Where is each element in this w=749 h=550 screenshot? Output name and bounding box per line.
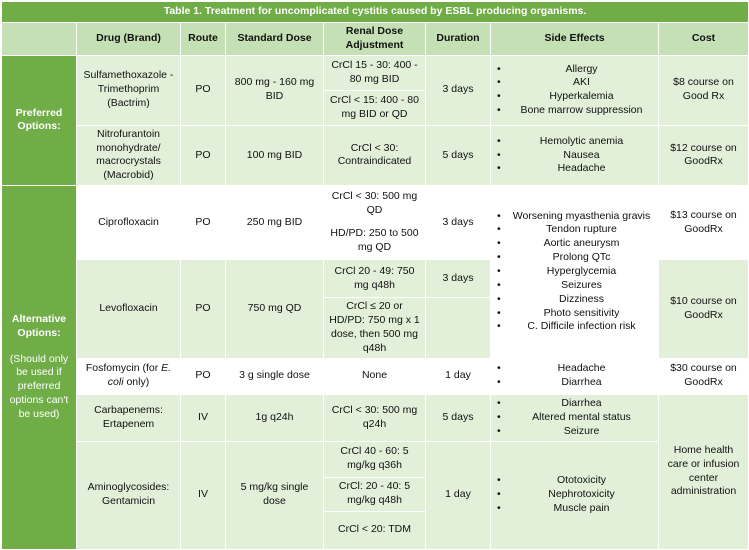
list-item: • Photo sensitivity bbox=[507, 307, 654, 321]
header-route: Route bbox=[181, 23, 226, 56]
duration-gentamicin: 1 day bbox=[426, 441, 491, 549]
renal-gentamicin-1: CrCl 40 - 60: 5 mg/kg q36h bbox=[324, 441, 426, 477]
list-item: • Prolong QTc bbox=[507, 251, 654, 265]
duration-bactrim: 3 days bbox=[426, 55, 491, 125]
duration-levofloxacin: 3 days bbox=[426, 260, 491, 298]
list-item: • Hemolytic anemia bbox=[507, 135, 654, 149]
dose-macrobid: 100 mg BID bbox=[226, 125, 324, 185]
treatment-table bbox=[1, 1, 749, 550]
route-ciprofloxacin: PO bbox=[181, 186, 226, 260]
duration-ciprofloxacin: 3 days bbox=[426, 186, 491, 260]
drug-gentamicin: Aminoglycosides: Gentamicin bbox=[77, 441, 181, 549]
list-item: • Headache bbox=[507, 162, 654, 176]
list-item: • Seizures bbox=[507, 279, 654, 293]
drug-macrobid: Nitrofurantoin monohydrate/ macrocrystals (Macrobid) bbox=[77, 125, 181, 185]
list-item: • Altered mental status bbox=[507, 411, 654, 425]
list-item: • Seizure bbox=[507, 425, 654, 439]
dose-gentamicin: 5 mg/kg single dose bbox=[226, 441, 324, 549]
list-item: • C. Difficile infection risk bbox=[507, 320, 654, 334]
dose-bactrim: 800 mg - 160 mg BID bbox=[226, 55, 324, 125]
list-item: • Bone marrow suppression bbox=[507, 104, 654, 118]
side-effects-fosfomycin bbox=[491, 358, 659, 394]
header-side-effects: Side Effects bbox=[491, 23, 659, 56]
list-item: • Muscle pain bbox=[507, 502, 654, 516]
dose-levofloxacin: 750 mg QD bbox=[226, 260, 324, 358]
cost-iv-administration: Home health care or infusion center administration bbox=[659, 394, 749, 549]
side-effects-ertapenem bbox=[491, 394, 659, 441]
renal-bactrim-1: CrCl 15 - 30: 400 - 80 mg BID bbox=[324, 55, 426, 90]
dose-fosfomycin: 3 g single dose bbox=[226, 358, 324, 394]
header-dose: Standard Dose bbox=[226, 23, 324, 56]
list-item: • Diarrhea bbox=[507, 376, 654, 390]
cost-levofloxacin: $10 course on GoodRx bbox=[659, 260, 749, 358]
list-item: • Hyperkalemia bbox=[507, 90, 654, 104]
header-empty bbox=[2, 23, 77, 56]
renal-bactrim-2: CrCl < 15: 400 - 80 mg BID or QD bbox=[324, 90, 426, 125]
renal-levofloxacin-1: CrCl 20 - 49: 750 mg q48h bbox=[324, 260, 426, 298]
route-ertapenem: IV bbox=[181, 394, 226, 441]
dose-ertapenem: 1g q24h bbox=[226, 394, 324, 441]
list-item: • Dizziness bbox=[507, 293, 654, 307]
header-duration: Duration bbox=[426, 23, 491, 56]
dose-ciprofloxacin: 250 mg BID bbox=[226, 186, 324, 260]
list-item: • Tendon rupture bbox=[507, 223, 654, 237]
duration-levofloxacin-blank bbox=[426, 298, 491, 358]
renal-ciprofloxacin-1: CrCl < 30: 500 mg QD bbox=[324, 186, 426, 222]
list-item: • Aortic aneurysm bbox=[507, 237, 654, 251]
list-item: • Ototoxicity bbox=[507, 474, 654, 488]
cost-fosfomycin: $30 course on GoodRx bbox=[659, 358, 749, 394]
duration-ertapenem: 5 days bbox=[426, 394, 491, 441]
alternative-label: Alternative Options: bbox=[11, 312, 67, 339]
list-item: • Nephrotoxicity bbox=[507, 488, 654, 502]
drug-bactrim: Sulfamethoxazole -Trimethoprim (Bactrim) bbox=[77, 55, 181, 125]
duration-macrobid: 5 days bbox=[426, 125, 491, 185]
renal-levofloxacin-2: CrCl ≤ 20 or HD/PD: 750 mg x 1 dose, then 500 mg q48h bbox=[324, 298, 426, 358]
renal-gentamicin-2: CrCl: 20 - 40: 5 mg/kg q48h bbox=[324, 477, 426, 511]
duration-fosfomycin: 1 day bbox=[426, 358, 491, 394]
group-alternative bbox=[2, 186, 77, 549]
renal-fosfomycin: None bbox=[324, 358, 426, 394]
group-preferred: Preferred Options: bbox=[2, 55, 77, 185]
side-effects-macrobid bbox=[491, 125, 659, 185]
side-effects-bactrim bbox=[491, 55, 659, 125]
side-effects-gentamicin bbox=[491, 441, 659, 549]
renal-macrobid: CrCl < 30: Contraindicated bbox=[324, 125, 426, 185]
list-item: • Allergy bbox=[507, 63, 654, 77]
header-drug: Drug (Brand) bbox=[77, 23, 181, 56]
cost-macrobid: $12 course on GoodRx bbox=[659, 125, 749, 185]
table-title: Table 1. Treatment for uncomplicated cystitis caused by ESBL producing organisms. bbox=[2, 2, 749, 23]
route-levofloxacin: PO bbox=[181, 260, 226, 358]
drug-levofloxacin: Levofloxacin bbox=[77, 260, 181, 358]
list-item: • Nausea bbox=[507, 149, 654, 163]
route-bactrim: PO bbox=[181, 55, 226, 125]
renal-ciprofloxacin-2: HD/PD: 250 to 500 mg QD bbox=[324, 222, 426, 260]
route-gentamicin: IV bbox=[181, 441, 226, 549]
list-item: • Headache bbox=[507, 362, 654, 376]
drug-fosfomycin: Fosfomycin (for E. coli only) bbox=[77, 358, 181, 394]
list-item: • Diarrhea bbox=[507, 397, 654, 411]
route-macrobid: PO bbox=[181, 125, 226, 185]
route-fosfomycin: PO bbox=[181, 358, 226, 394]
header-renal: Renal Dose Adjustment bbox=[324, 23, 426, 56]
cost-bactrim: $8 course on Good Rx bbox=[659, 55, 749, 125]
list-item: • Worsening myasthenia gravis bbox=[507, 210, 654, 224]
side-effects-fluoroquinolones bbox=[491, 186, 659, 358]
header-cost: Cost bbox=[659, 23, 749, 56]
renal-ertapenem: CrCl < 30: 500 mg q24h bbox=[324, 394, 426, 441]
renal-gentamicin-3: CrCl < 20: TDM bbox=[324, 511, 426, 549]
drug-ertapenem: Carbapenems: Ertapenem bbox=[77, 394, 181, 441]
list-item: • Hyperglycemia bbox=[507, 265, 654, 279]
cost-ciprofloxacin: $13 course on GoodRx bbox=[659, 186, 749, 260]
alternative-note: (Should only be used if preferred options can't be used) bbox=[9, 352, 69, 421]
drug-ciprofloxacin: Ciprofloxacin bbox=[77, 186, 181, 260]
list-item: • AKI bbox=[507, 76, 654, 90]
